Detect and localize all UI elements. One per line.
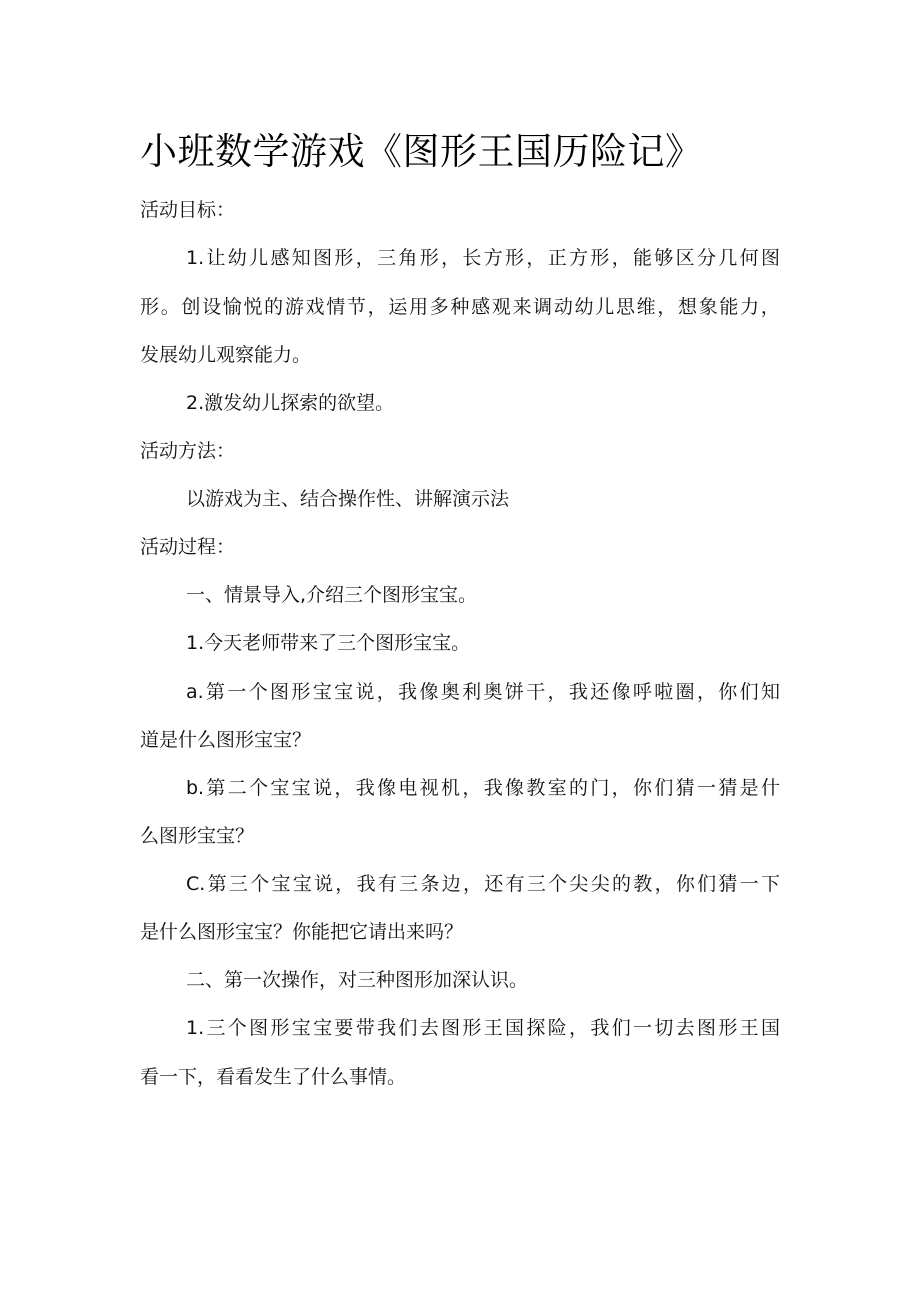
paragraph-line: 2.激发幼儿探索的欲望。 bbox=[186, 392, 395, 414]
heading-activity-goals: 活动目标： bbox=[140, 199, 236, 221]
paragraph-line: 发展幼儿观察能力。 bbox=[140, 344, 312, 366]
heading-activity-methods: 活动方法： bbox=[140, 440, 236, 462]
document-title: 小班数学游戏《图形王国历险记》 bbox=[140, 130, 703, 173]
paragraph-line: 看一下，看看发生了什么事情。 bbox=[140, 1066, 407, 1088]
section-heading: 一、情景导入,介绍三个图形宝宝。 bbox=[186, 584, 478, 606]
paragraph-line: 形。创设愉悦的游戏情节，运用多种感观来调动幼儿思维，想象能力， bbox=[140, 296, 780, 318]
paragraph-line: 道是什么图形宝宝？ bbox=[140, 729, 312, 751]
heading-activity-process: 活动过程： bbox=[140, 536, 236, 558]
paragraph-line: 是什么图形宝宝？你能把它请出来吗？ bbox=[140, 921, 464, 943]
paragraph-line: 以游戏为主、结合操作性、讲解演示法 bbox=[186, 488, 510, 510]
paragraph-line: 1.三个图形宝宝要带我们去图形王国探险，我们一切去图形王国 bbox=[186, 1017, 780, 1039]
paragraph-line: a.第一个图形宝宝说，我像奥利奥饼干，我还像呼啦圈，你们知 bbox=[186, 681, 780, 703]
paragraph-line: 么图形宝宝？ bbox=[140, 825, 255, 847]
paragraph-line: C.第三个宝宝说，我有三条边，还有三个尖尖的教，你们猜一下 bbox=[186, 873, 780, 895]
paragraph-line: 1.让幼儿感知图形，三角形，长方形，正方形，能够区分几何图 bbox=[186, 247, 780, 269]
paragraph-line: 1.今天老师带来了三个图形宝宝。 bbox=[186, 632, 471, 654]
paragraph-line: b.第二个宝宝说，我像电视机，我像教室的门，你们猜一猜是什 bbox=[186, 777, 780, 799]
section-heading: 二、第一次操作，对三种图形加深认识。 bbox=[186, 969, 529, 991]
